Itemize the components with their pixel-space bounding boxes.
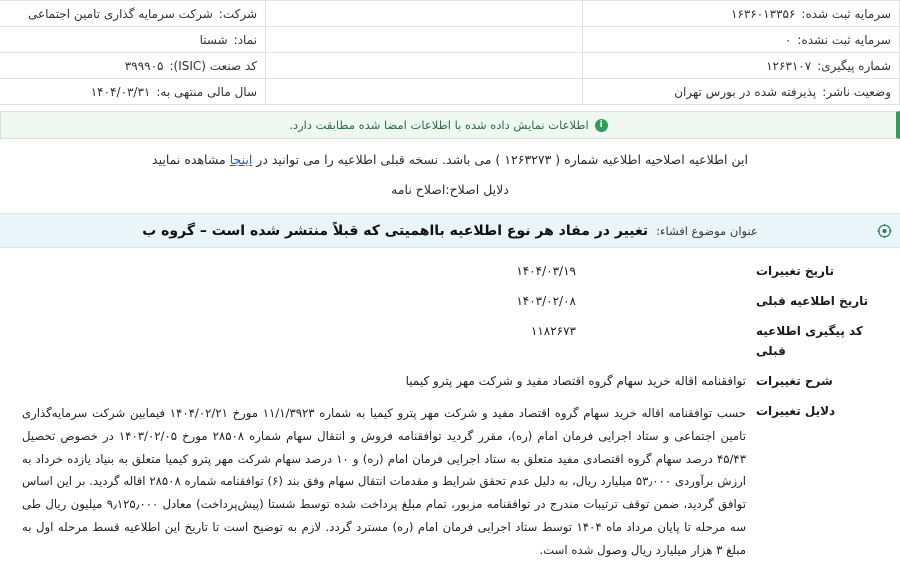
label: سرمایه ثبت نشده: <box>797 32 891 47</box>
header-cell-empty-3 <box>266 53 583 79</box>
correction-notice <box>0 152 900 167</box>
header-cell-empty-2 <box>266 27 583 53</box>
detail-value: حسب توافقنامه اقاله خرید سهام گروه اقتصاد مفید و شرکت مهر پترو کیمیا به شماره ۱۱/۱/۳۹۲۳ مورخ ۱۴۰۴/۰۲/۲۱ فیمابین شرکت سرمایه‌گذاری تامین اجتماعی و ستاد اجرایی فرمان امام (ره)، مقرر گردید توافقنامه فروش و انتقال سهام شماره ۲۸۵۰۸ مورخ ۱۴۰۳/۰۲/۰۵ در خصوص تحصیل ۴۵/۴۳ درصد سهام گروه اقتصادی مفید متعلق به ستاد اجرایی فرمان امام (ره) و ۱۰ درصد سهام شرکت مهر پترو کیمیا متعلق به بنیاد یازده خرداد به ارزش برآوردی ۵۳٫۰۰۰ میلیارد ریال، به دلیل عدم تحقق شرایط و مقدمات انتقال سهام وفق بند (۶) توافقنامه شماره ۲۸۵۰۸ اقاله گردید. بر این اساس توافق گردید، ضمن توقف ترتیبات مندرج در توافقنامه مزبور، تمام مبلغ پرداخت شده توسط شستا (پیش‌پرداخت) معادل ۹٫۱۲۵٫۰۰۰ میلیون ریال طی سه مرحله تا پایان مرداد ماه ۱۴۰۴ توسط ستاد اجرایی فرمان امام (ره) مسترد گردد. لازم به توضیح است تا تاریخ این اطلاعیه قسط مرحله اول به مبلغ ۳ هزار میلیارد ریال وصول شده است. <box>22 405 747 557</box>
value: ۱۶۳۶۰۱۳۳۵۶ <box>730 6 796 21</box>
header-cell-empty-1 <box>266 1 583 27</box>
detail-key: تاریخ تغییرات <box>756 264 834 278</box>
table-row <box>0 1 900 27</box>
notice-text: اطلاعات نمایش داده شده با اطلاعات امضا شده مطابقت دارد. <box>289 118 589 132</box>
detail-key: شرح تغییرات <box>756 373 833 388</box>
previous-announcement-link[interactable]: اینجا <box>229 152 253 167</box>
value: ۳۹۹۹۰۵ <box>124 58 164 73</box>
header-cell-empty-4 <box>266 79 583 105</box>
header-cell-registered-capital <box>583 1 900 27</box>
label: شرکت: <box>218 6 257 21</box>
label: شماره پیگیری: <box>817 58 891 73</box>
label: کد صنعت (ISIC): <box>169 58 257 73</box>
correction-text-before: این اطلاعیه اصلاحیه اطلاعیه شماره ( ۱۲۶۳۲۷۳ ) می باشد. نسخه قبلی اطلاعیه را می توانید در <box>256 152 748 167</box>
correction-reason <box>0 182 900 197</box>
label: نماد: <box>233 32 257 47</box>
table-row <box>0 79 900 105</box>
header-cell-tracking-number <box>583 53 900 79</box>
header-cell-fiscal-year-end <box>0 79 266 105</box>
signature-match-notice <box>0 111 900 139</box>
detail-value: توافقنامه اقاله خرید سهام گروه اقتصاد مفید و شرکت مهر پترو کیمیا <box>405 373 746 388</box>
header-cell-unregistered-capital <box>583 27 900 53</box>
detail-key: کد پیگیری اطلاعیه قبلی <box>756 324 863 358</box>
value: پذیرفته شده در بورس تهران <box>674 84 817 99</box>
detail-value: ۱۴۰۳/۰۲/۰۸ <box>516 294 576 309</box>
info-icon: i <box>595 119 608 132</box>
detail-value: ۱۴۰۴/۰۳/۱۹ <box>516 264 576 278</box>
company-header-table <box>0 0 900 105</box>
header-cell-isic <box>0 53 266 79</box>
detail-row-previous-tracking-code <box>22 322 878 360</box>
detail-row-change-date <box>22 262 878 281</box>
detail-key: تاریخ اطلاعیه قبلی <box>756 294 869 309</box>
target-icon <box>877 223 892 238</box>
detail-value: ۱۱۸۲۶۷۳ <box>530 324 576 339</box>
correction-reason-label: دلایل اصلاح: <box>445 182 509 197</box>
label: سال مالی منتهی به: <box>156 84 257 99</box>
correction-text-after: مشاهده نمایید <box>152 152 226 167</box>
value: شرکت سرمایه گذاری تامین اجتماعی <box>27 6 213 21</box>
correction-reason-value: اصلاح نامه <box>391 182 446 197</box>
subject-label: عنوان موضوع افشاء: <box>656 223 758 238</box>
header-cell-issuer-status <box>583 79 900 105</box>
disclosure-details <box>0 262 900 562</box>
value: شستا <box>199 32 228 47</box>
header-cell-company <box>0 1 266 27</box>
header-cell-symbol <box>0 27 266 53</box>
value: ۱۲۶۳۱۰۷ <box>766 58 812 73</box>
subject-title: تغییر در مفاد هر نوع اطلاعیه بااهمیتی که قبلاً منتشر شده است – گروه ب <box>142 222 649 239</box>
disclosure-subject-band <box>0 213 900 248</box>
table-row <box>0 27 900 53</box>
table-row <box>0 53 900 79</box>
value: ۰ <box>784 32 792 47</box>
label: وضعیت ناشر: <box>822 84 891 99</box>
detail-row-change-description <box>22 372 878 391</box>
label: سرمایه ثبت شده: <box>801 6 891 21</box>
detail-row-previous-announcement-date <box>22 292 878 311</box>
value: ۱۴۰۴/۰۳/۳۱ <box>90 84 151 99</box>
detail-row-change-reasons <box>22 402 878 562</box>
detail-key: دلایل تغییرات <box>756 403 836 418</box>
